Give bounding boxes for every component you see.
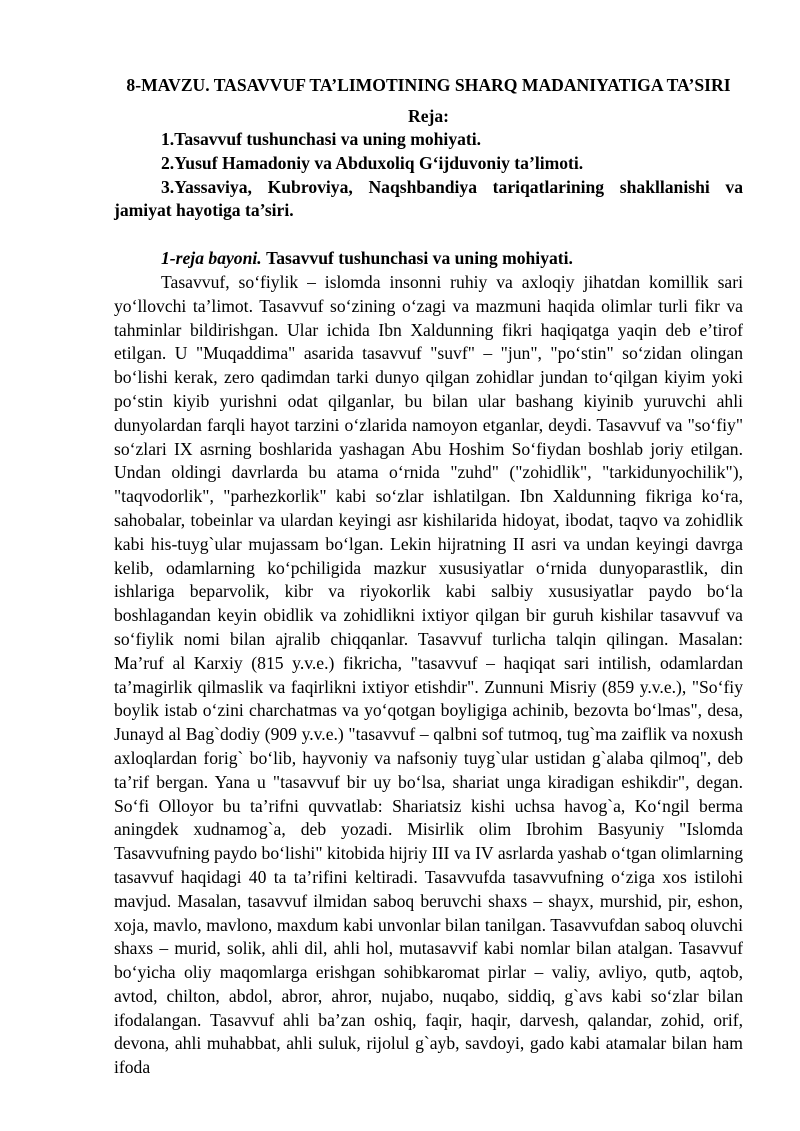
document-title: 8-MAVZU. TASAVVUF TA’LIMOTINING SHARQ MADANIYATIGA TA’SIRI — [126, 75, 731, 95]
plan-item: 3.Yassaviya, Kubroviya, Naqshbandiya tariqatlarining shakllanishi va jamiyat hayotiga ta’siri. — [114, 176, 743, 221]
section-label: 1-reja bayoni. — [161, 248, 262, 269]
plan-item: 1.Tasavvuf tushunchasi va uning mohiyati. — [161, 129, 482, 149]
body-paragraph: Tasavvuf, so‘fiylik – islomda insonni ruhiy va axloqiy jihatdan komillik sari yo‘llovchi ta’limot. Tasavvuf so‘zining o‘zagi va mazmuni haqida olimlar turli fikr va tahminlar bildirishgan. Ular ichida Ibn Xaldunning fikri haqiqatga yaqin deb e’tirof etilgan. U "Muqaddima" asarida tasavvuf "suvf" – "jun", "po‘stin" so‘zidan olingan bo‘lishi kerak, zero qadimdan tarki dunyo qilgan zohidlar jundan to‘qilgan kiyim yoki po‘stin kiyib yurishni odat qilganlar, bu bilan ular bashang kiyinib yuruvchi ahli dunyolardan farqli hayot tarzini o‘zlarida namoyon etganlar, deydi. Tasavvuf va "so‘fiy" so‘zlari IX asrning boshlarida yashagan Abu Hoshim So‘fiydan boshlab joriy etilgan. Undan oldingi davrlarda bu atama o‘rnida "zuhd" ("zohidlik", "tarkidunyochilik"), "taqvodorlik", "parhezkorlik" kabi so‘zlar ishlatilgan. Ibn Xaldunning fikriga ko‘ra, sahobalar, tobeinlar va ulardan keyingi asr kishilarida hidoyat, ibodat, taqvo va zohidlik kabi his-tuyg`ular mujassam bo‘lgan. Lekin hijratning II asri va undan keyingi davrga kelib, odamlarning ko‘pchiligida mazkur xususiyatlar o‘rnida dunyoparastlik, din ishlariga beparvolik, kibr va riyokorlik kabi salbiy xususiyatlar paydo bo‘la boshlagandan keyin obidlik va zohidlikni ixtiyor qilgan bir guruh kishilar tasavvuf va so‘fiylik nomi bilan ajralib chiqqanlar. Tasavvuf turlicha talqin qilingan. Masalan: Ma’ruf al Karxiy (815 y.v.e.) fikricha, "tasavvuf – haqiqat sari intilish, odamlardan ta’magirlik qilmaslik va faqirlikni ixtiyor etishdir". Zunnuni Misriy (859 y.v.e.), "So‘fiy boylik istab o‘zini charchatmas va yo‘qotgan boyligiga achinib, bezovta bo‘lmas", desa, Junayd al Bag`dodiy (909 y.v.e.) "tasavvuf – qalbni sof tutmoq, tug`ma zaiflik va noxush axloqlardan forig` bo‘lib, hayvoniy va nafsoniy tuyg`ular ustidan g`alaba qilmoq", deb ta’rif bergan. Yana u "tasavvuf bir uy bo‘lsa, shariat unga kiradigan eshikdir", degan. So‘fi Olloyor bu ta’rifni quvvatlab: Shariatsiz kishi uchsa havog`a, Ko‘ngil berma aningdek xudnamog`a, deb yozadi. Misirlik olim Ibrohim Basyuniy "Islomda Tasavvufning paydo bo‘lishi" kitobida hijriy III va IV asrlarda yashab o‘tgan olimlarning tasavvuf haqidagi 40 ta ta’rifini keltiradi. Tasavvufda tasavvufning o‘ziga xos istilohi mavjud. Masalan, tasavvuf ilmidan saboq beruvchi shaxs – shayx, murshid, pir, eshon, xoja, mavlo, mavlono, maxdum kabi unvonlar bilan tanilgan. Tasavvufdan saboq oluvchi shaxs – murid, solik, ahli dil, ahli hol, mutasavvif kabi nomlar bilan atalgan. Tasavvuf bo‘yicha oliy maqomlarga erishgan sohibkaromat pirlar – valiy, avliyo, qutb, aqtob, avtod, chilton, abdol, abror, ahror, nujabo, nuqabo, siddiq, g`avs kabi so‘zlar bilan ifodalangan. Tasavvuf ahli ba’zan oshiq, faqir, haqir, darvesh, qalandar, zohid, orif, devona, ahli muhabbat, ahli suluk, rijolul g`ayb, savdoyi, gado kabi atamalar bilan ham ifoda — [114, 271, 743, 1078]
plan-item: 2.Yusuf Hamadoniy va Abduxoliq G‘ijduvoniy ta’limoti. — [161, 152, 584, 173]
plan-list — [114, 128, 743, 223]
section-heading — [114, 247, 743, 271]
section-title: Tasavvuf tushunchasi va uning mohiyati. — [266, 248, 573, 269]
plan-heading: Reja: — [407, 106, 450, 126]
